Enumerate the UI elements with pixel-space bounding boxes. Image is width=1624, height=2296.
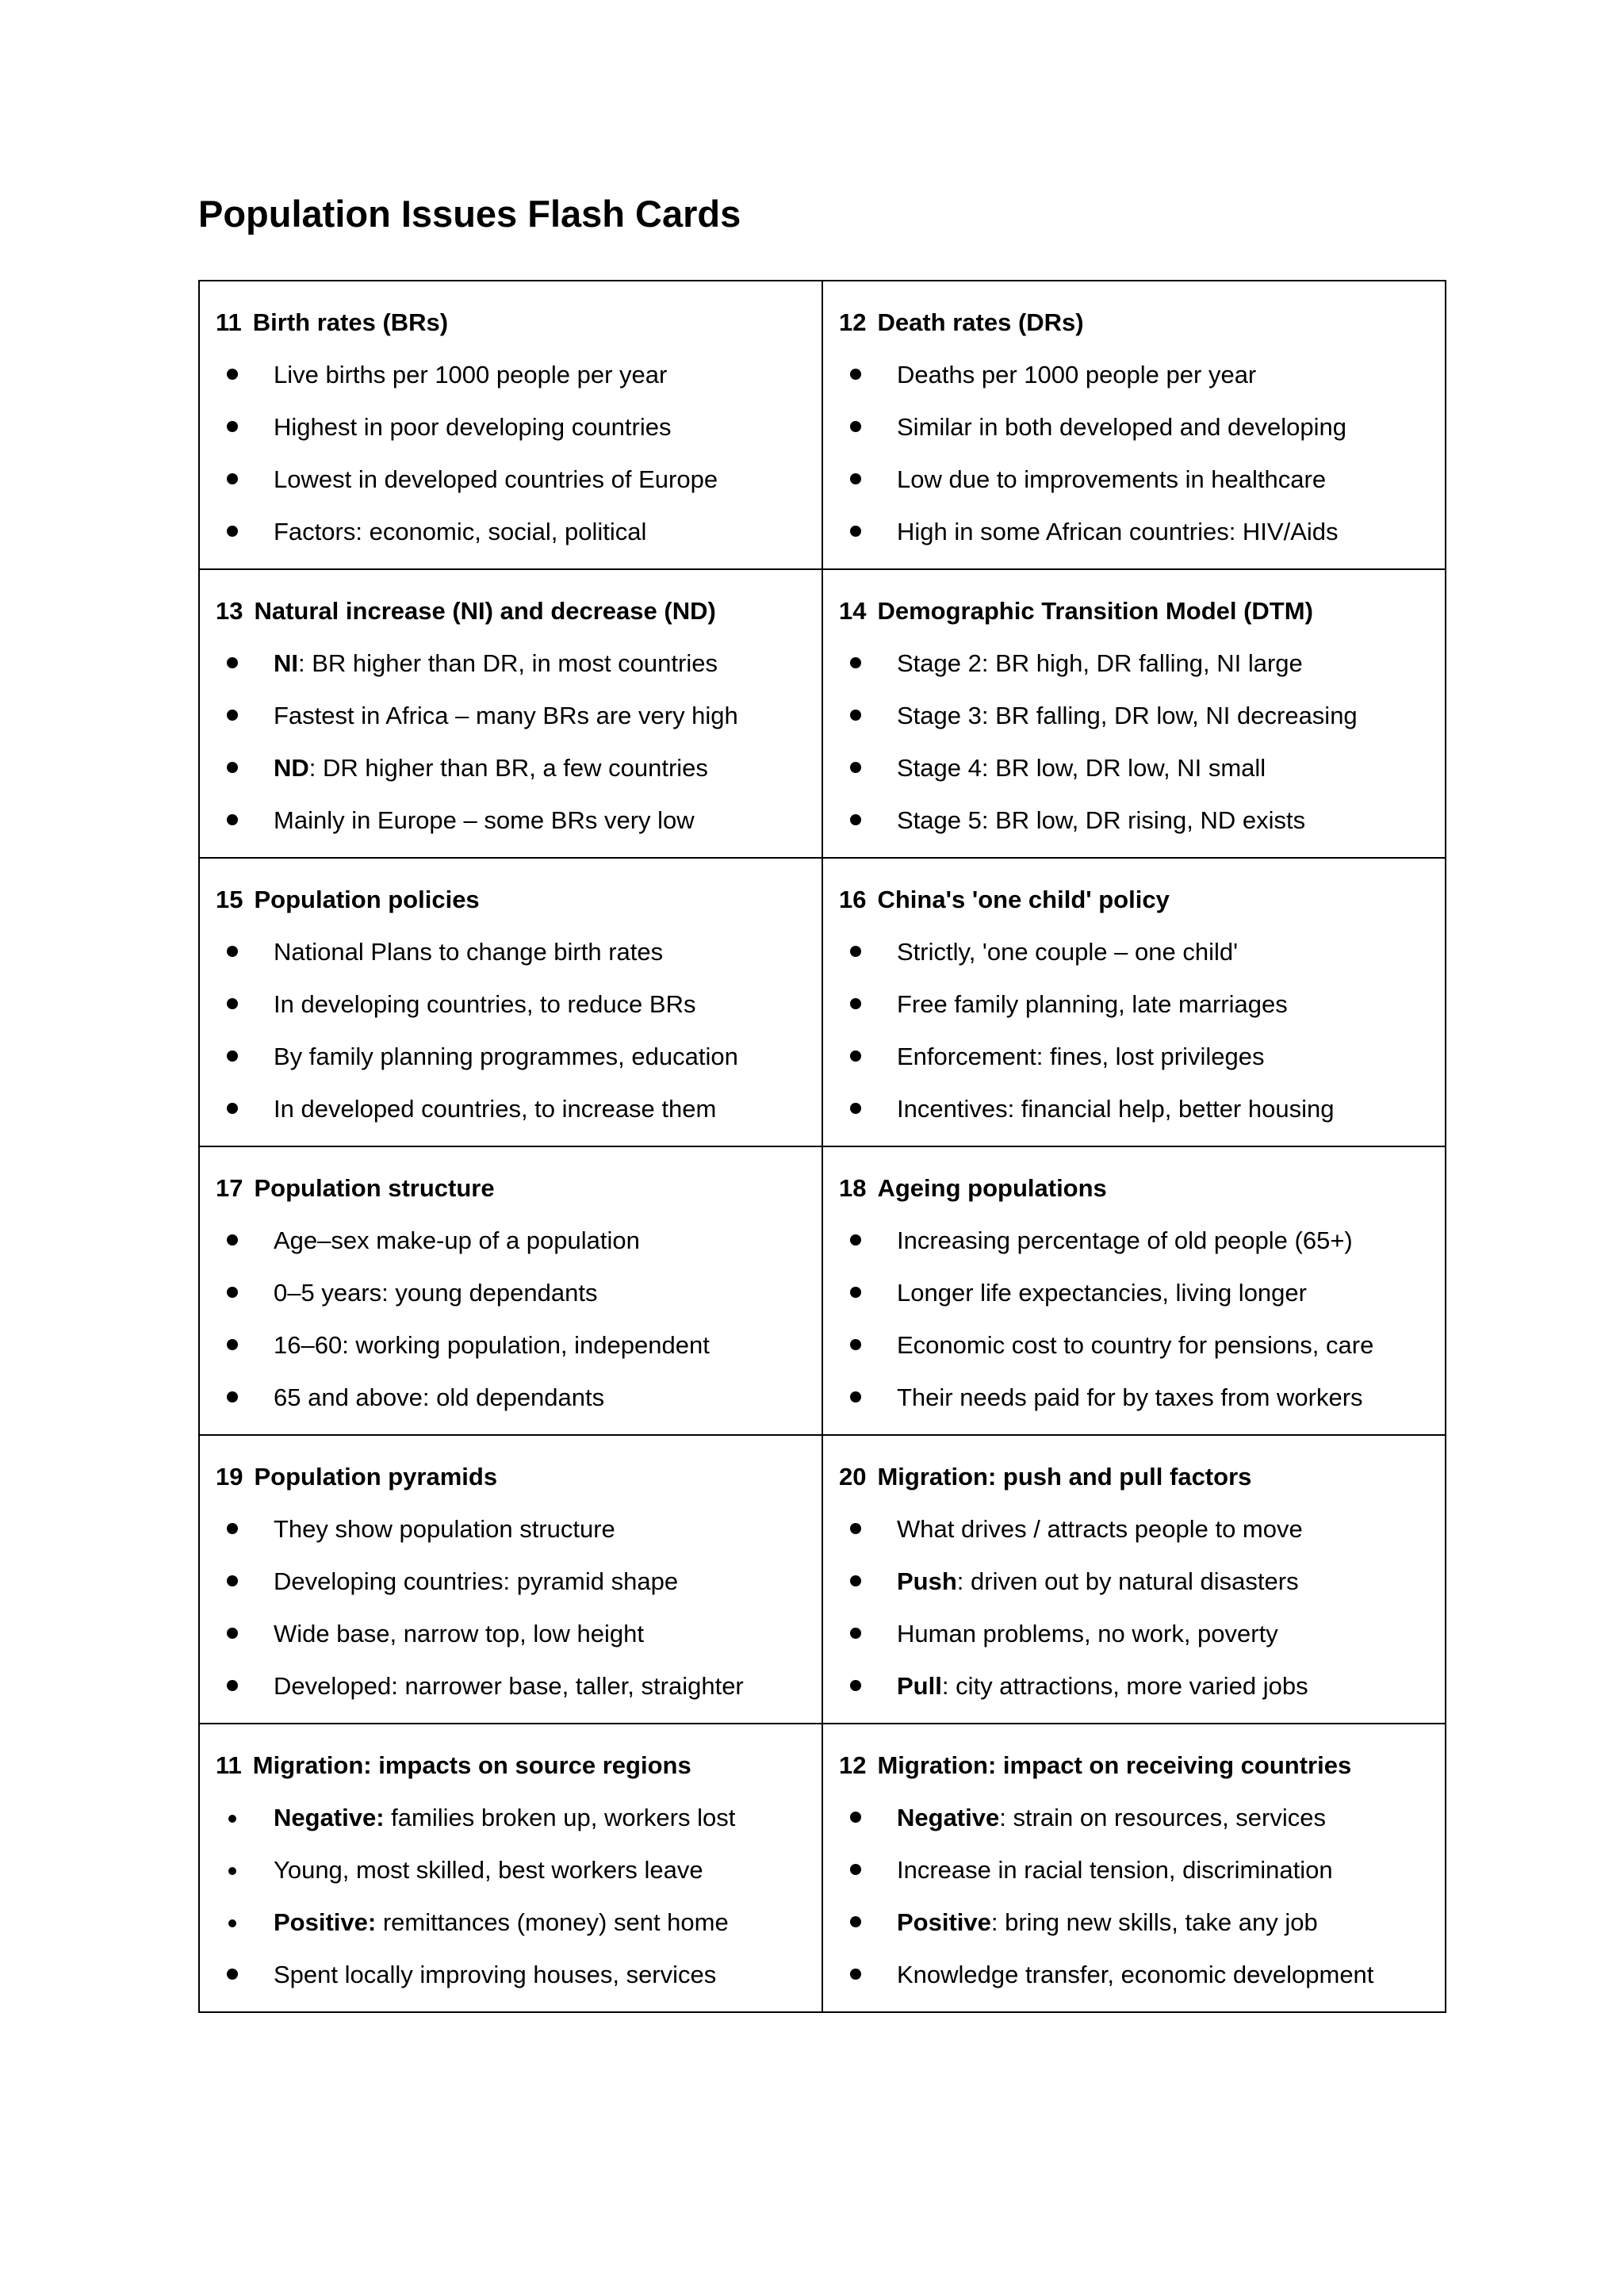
bullet-icon [850, 421, 861, 432]
bullet-icon [227, 946, 238, 957]
list-item [216, 464, 806, 496]
card-heading [216, 884, 806, 916]
bullet-text: Knowledge transfer, economic development [897, 1961, 1374, 1988]
bullet-icon [228, 1867, 236, 1875]
list-item [216, 1277, 806, 1309]
card-content [823, 1436, 1445, 1702]
bullet-icon [227, 657, 238, 668]
list-item [839, 989, 1429, 1020]
card-number: 14 [839, 597, 867, 625]
list-item [839, 1330, 1429, 1361]
bullet-text: Longer life expectancies, living longer [897, 1279, 1307, 1307]
card-title: Death rates (DRs) [877, 308, 1084, 336]
list-item [839, 1513, 1429, 1545]
bullet-icon [850, 526, 861, 537]
card-number: 20 [839, 1463, 867, 1490]
card-row [199, 569, 1446, 858]
card-bullet-list [216, 1802, 806, 1991]
bullet-lead-term: Pull [897, 1672, 942, 1700]
card-heading [839, 307, 1429, 339]
list-item [839, 1225, 1429, 1257]
flash-card [822, 1435, 1446, 1724]
list-item [216, 1959, 806, 1991]
card-title: Natural increase (NI) and decrease (ND) [254, 597, 716, 625]
bullet-text: Enforcement: fines, lost privileges [897, 1043, 1265, 1070]
bullet-icon [227, 1575, 238, 1586]
bullet-icon [227, 998, 238, 1009]
card-number: 12 [839, 308, 867, 336]
list-item [839, 1093, 1429, 1125]
bullet-text: Fastest in Africa – many BRs are very high [274, 702, 738, 729]
card-number: 17 [216, 1174, 243, 1202]
bullet-text: Incentives: financial help, better housing [897, 1095, 1335, 1123]
card-content [823, 1724, 1445, 1991]
card-heading [839, 1750, 1429, 1781]
bullet-text: Stage 4: BR low, DR low, NI small [897, 754, 1266, 782]
bullet-text: They show population structure [274, 1515, 615, 1543]
card-content [200, 1724, 822, 1991]
bullet-lead-term: Negative [897, 1804, 1000, 1831]
bullet-text: Lowest in developed countries of Europe [274, 465, 718, 493]
list-item [216, 1670, 806, 1702]
list-item [839, 805, 1429, 836]
bullet-text: Stage 2: BR high, DR falling, NI large [897, 649, 1303, 677]
bullet-icon [850, 1575, 861, 1586]
bullet-text: Mainly in Europe – some BRs very low [274, 806, 695, 834]
bullet-icon [228, 1815, 236, 1823]
list-item [839, 1854, 1429, 1886]
card-number: 16 [839, 886, 867, 913]
bullet-text: : driven out by natural disasters [956, 1567, 1299, 1595]
bullet-text: Wide base, narrow top, low height [274, 1620, 644, 1647]
bullet-icon [850, 1103, 861, 1114]
card-content [200, 1436, 822, 1702]
card-content [823, 859, 1445, 1125]
bullet-lead-term: Push [897, 1567, 957, 1595]
card-title: Ageing populations [877, 1174, 1107, 1202]
bullet-text: By family planning programmes, education [274, 1043, 738, 1070]
card-content [200, 281, 822, 548]
bullet-icon [227, 526, 238, 537]
flash-card [199, 858, 822, 1146]
bullet-icon [850, 762, 861, 773]
card-title: Population structure [254, 1174, 495, 1202]
card-content [200, 859, 822, 1125]
bullet-icon [227, 1391, 238, 1402]
card-number: 12 [839, 1751, 867, 1779]
flash-card [822, 1724, 1446, 2012]
bullet-icon [850, 1234, 861, 1246]
list-item [839, 1959, 1429, 1991]
bullet-icon [850, 1339, 861, 1350]
bullet-lead-term: Negative: [274, 1804, 385, 1831]
bullet-icon [850, 1969, 861, 1980]
bullet-text: : bring new skills, take any job [990, 1908, 1318, 1936]
bullet-icon [227, 1680, 238, 1691]
bullet-icon [227, 1969, 238, 1980]
bullet-icon [227, 1523, 238, 1534]
card-heading [216, 595, 806, 627]
bullet-icon [850, 657, 861, 668]
flash-card [822, 569, 1446, 858]
list-item [216, 359, 806, 391]
card-title: Migration: push and pull factors [877, 1463, 1252, 1490]
list-item [216, 1907, 806, 1938]
flash-card [199, 1146, 822, 1435]
bullet-icon [227, 473, 238, 484]
bullet-text: Spent locally improving houses, services [274, 1961, 717, 1988]
bullet-text: Low due to improvements in healthcare [897, 465, 1327, 493]
list-item [216, 1041, 806, 1073]
card-row [199, 1435, 1446, 1724]
list-item [839, 411, 1429, 443]
card-title: Demographic Transition Model (DTM) [877, 597, 1313, 625]
card-bullet-list [839, 936, 1429, 1125]
card-bullet-list [216, 359, 806, 548]
bullet-lead-term: Positive: [274, 1908, 377, 1936]
bullet-text: Factors: economic, social, political [274, 518, 647, 545]
bullet-text: High in some African countries: HIV/Aids [897, 518, 1339, 545]
list-item [216, 989, 806, 1020]
bullet-text: 65 and above: old dependants [274, 1383, 605, 1411]
card-row [199, 1724, 1446, 2012]
bullet-text: Deaths per 1000 people per year [897, 361, 1257, 388]
bullet-text: Their needs paid for by taxes from workers [897, 1383, 1363, 1411]
bullet-text: Increase in racial tension, discrimination [897, 1856, 1333, 1884]
bullet-icon [850, 1523, 861, 1534]
bullet-icon [227, 369, 238, 380]
card-row [199, 1146, 1446, 1435]
list-item [216, 1513, 806, 1545]
bullet-text: Human problems, no work, poverty [897, 1620, 1278, 1647]
list-item [839, 359, 1429, 391]
list-item [216, 1618, 806, 1650]
bullet-icon [227, 1234, 238, 1246]
card-number: 19 [216, 1463, 243, 1490]
flash-card [199, 281, 822, 569]
list-item [216, 648, 806, 679]
bullet-icon [850, 1391, 861, 1402]
list-item [216, 1225, 806, 1257]
list-item [216, 516, 806, 548]
bullet-text: In developed countries, to increase them [274, 1095, 717, 1123]
bullet-icon [228, 1919, 236, 1927]
bullet-lead-term: ND [274, 754, 309, 782]
bullet-text: : city attractions, more varied jobs [941, 1672, 1308, 1700]
list-item [839, 1277, 1429, 1309]
page-title: Population Issues Flash Cards [198, 193, 741, 235]
bullet-icon [850, 1628, 861, 1639]
bullet-text: Live births per 1000 people per year [274, 361, 668, 388]
bullet-icon [227, 1103, 238, 1114]
flash-card [199, 1435, 822, 1724]
card-content [823, 1147, 1445, 1414]
list-item [216, 1566, 806, 1598]
card-bullet-list [216, 936, 806, 1125]
bullet-icon [850, 369, 861, 380]
card-heading [216, 1750, 806, 1781]
card-heading [839, 1173, 1429, 1204]
list-item [839, 464, 1429, 496]
bullet-icon [227, 1628, 238, 1639]
card-content [200, 570, 822, 836]
card-heading [216, 1173, 806, 1204]
card-bullet-list [839, 1513, 1429, 1702]
flash-card [822, 281, 1446, 569]
flash-card [822, 858, 1446, 1146]
bullet-icon [227, 762, 238, 773]
list-item [216, 700, 806, 732]
card-row [199, 858, 1446, 1146]
list-item [839, 516, 1429, 548]
list-item [216, 936, 806, 968]
bullet-text: Developing countries: pyramid shape [274, 1567, 679, 1595]
list-item [839, 1907, 1429, 1938]
bullet-icon [850, 1864, 861, 1875]
bullet-text: Economic cost to country for pensions, care [897, 1331, 1374, 1359]
card-number: 11 [216, 1751, 242, 1779]
card-content [823, 570, 1445, 836]
bullet-icon [850, 998, 861, 1009]
card-bullet-list [216, 1225, 806, 1414]
bullet-icon [850, 814, 861, 825]
bullet-icon [227, 814, 238, 825]
bullet-text: Stage 3: BR falling, DR low, NI decreasing [897, 702, 1358, 729]
list-item [839, 648, 1429, 679]
card-number: 13 [216, 597, 243, 625]
bullet-text: : DR higher than BR, a few countries [308, 754, 708, 782]
card-heading [839, 884, 1429, 916]
list-item [216, 1802, 806, 1834]
bullet-icon [227, 421, 238, 432]
bullet-lead-term: Positive [897, 1908, 991, 1936]
list-item [216, 1093, 806, 1125]
card-number: 15 [216, 886, 243, 913]
bullet-icon [850, 710, 861, 721]
card-bullet-list [216, 1513, 806, 1702]
list-item [839, 1382, 1429, 1414]
card-title: Population policies [254, 886, 480, 913]
bullet-text: Age–sex make-up of a population [274, 1226, 640, 1254]
card-number: 11 [216, 308, 242, 336]
list-item [839, 752, 1429, 784]
bullet-text: Strictly, 'one couple – one child' [897, 938, 1239, 966]
card-title: Population pyramids [254, 1463, 498, 1490]
bullet-text: Highest in poor developing countries [274, 413, 672, 441]
bullet-text: families broken up, workers lost [384, 1804, 736, 1831]
flash-card [822, 1146, 1446, 1435]
flash-card [199, 1724, 822, 2012]
bullet-icon [850, 473, 861, 484]
list-item [216, 805, 806, 836]
list-item [839, 1041, 1429, 1073]
bullet-text: : BR higher than DR, in most countries [298, 649, 718, 677]
list-item [839, 1618, 1429, 1650]
bullet-text: What drives / attracts people to move [897, 1515, 1303, 1543]
card-bullet-list [839, 1225, 1429, 1414]
bullet-text: : strain on resources, services [999, 1804, 1326, 1831]
flash-card-grid [198, 280, 1446, 2013]
card-bullet-list [839, 359, 1429, 548]
card-bullet-list [216, 648, 806, 836]
list-item [216, 411, 806, 443]
bullet-text: Young, most skilled, best workers leave [274, 1856, 703, 1884]
bullet-text: Stage 5: BR low, DR rising, ND exists [897, 806, 1306, 834]
card-number: 18 [839, 1174, 867, 1202]
bullet-text: remittances (money) sent home [376, 1908, 729, 1936]
card-heading [839, 1461, 1429, 1493]
bullet-icon [850, 1287, 861, 1298]
card-heading [216, 1461, 806, 1493]
bullet-icon [227, 1050, 238, 1062]
list-item [216, 1854, 806, 1886]
card-bullet-list [839, 648, 1429, 836]
card-bullet-list [839, 1802, 1429, 1991]
list-item [839, 1670, 1429, 1702]
bullet-text: Similar in both developed and developing [897, 413, 1347, 441]
bullet-icon [850, 1812, 861, 1823]
card-content [823, 281, 1445, 548]
card-heading [216, 307, 806, 339]
bullet-text: Developed: narrower base, taller, straighter [274, 1672, 744, 1700]
bullet-icon [227, 1287, 238, 1298]
list-item [839, 936, 1429, 968]
bullet-icon [850, 946, 861, 957]
bullet-text: Increasing percentage of old people (65+) [897, 1226, 1353, 1254]
bullet-icon [227, 710, 238, 721]
list-item [216, 752, 806, 784]
flash-card [199, 569, 822, 858]
card-content [200, 1147, 822, 1414]
card-title: Migration: impacts on source regions [252, 1751, 691, 1779]
card-heading [839, 595, 1429, 627]
bullet-icon [850, 1050, 861, 1062]
card-row [199, 281, 1446, 569]
bullet-text: National Plans to change birth rates [274, 938, 664, 966]
list-item [839, 1566, 1429, 1598]
bullet-text: 0–5 years: young dependants [274, 1279, 598, 1307]
card-title: China's 'one child' policy [877, 886, 1170, 913]
list-item [216, 1330, 806, 1361]
bullet-icon [850, 1916, 861, 1927]
bullet-text: 16–60: working population, independent [274, 1331, 710, 1359]
card-title: Migration: impact on receiving countries [877, 1751, 1352, 1779]
card-title: Birth rates (BRs) [252, 308, 449, 336]
bullet-icon [227, 1339, 238, 1350]
list-item [839, 1802, 1429, 1834]
bullet-text: In developing countries, to reduce BRs [274, 990, 696, 1018]
list-item [216, 1382, 806, 1414]
bullet-lead-term: NI [274, 649, 298, 677]
list-item [839, 700, 1429, 732]
bullet-text: Free family planning, late marriages [897, 990, 1288, 1018]
bullet-icon [850, 1680, 861, 1691]
